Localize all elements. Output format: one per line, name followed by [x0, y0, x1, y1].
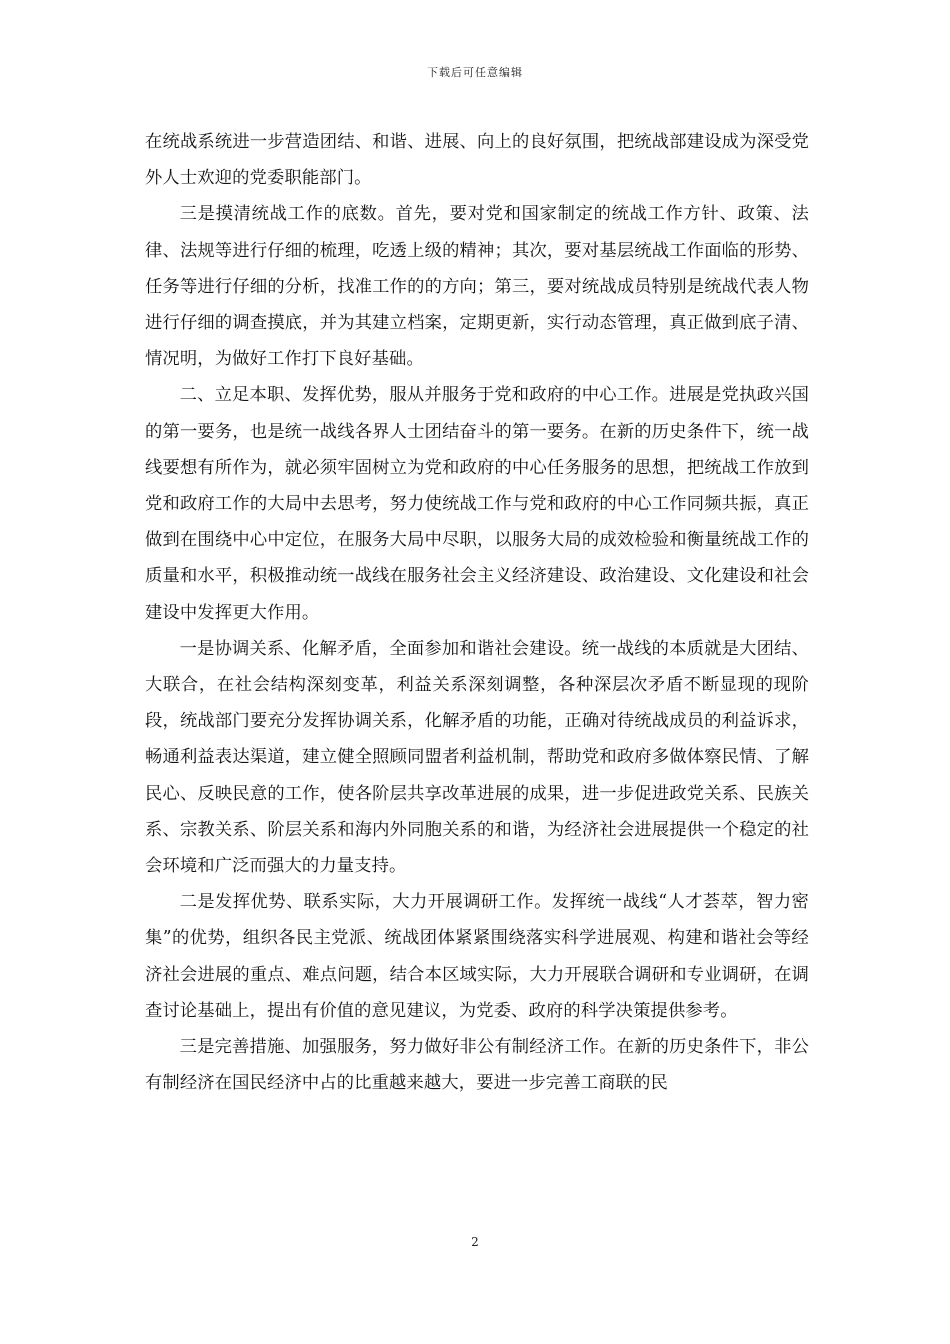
paragraph-non-public-economy: 三是完善措施、加强服务，努力做好非公有制经济工作。在新的历史条件下，非公有制经济在国民经济中占的比重越来越大，要进一步完善工商联的民 [145, 1037, 809, 1094]
paragraph-research-work: 二是发挥优势、联系实际，大力开展调研工作。发挥统一战线“人才荟萃，智力密集”的优势，组织各民主党派、统战团体紧紧围绕落实科学进展观、构建和谐社会等经济社会进展的重点、难点问题，结合本区域实际，大力开展联合调研和专业调研，在调查讨论基础上，提出有价值的意见建议，为党委、政府的科学决策提供参考。 [145, 892, 809, 1021]
page-number: 2 [471, 1235, 479, 1249]
paragraph-understand-united-front-basics: 三是摸清统战工作的底数。首先，要对党和国家制定的统战工作方针、政策、法律、法规等进行仔细的梳理，吃透上级的精神；其次，要对基层统战工作面临的形势、任务等进行仔细的分析，找准工作的的方向；第三，要对统战成员特别是统战代表人物进行仔细的调查摸底，并为其建立档案，定期更新，实行动态管理，真正做到底子清、情况明，为做好工作打下良好基础。 [145, 204, 809, 370]
paragraph-harmonious-society: 一是协调关系、化解矛盾，全面参加和谐社会建设。统一战线的本质就是大团结、大联合，在社会结构深刻变革，利益关系深刻调整，各种深层次矛盾不断显现的现阶段，统战部门要充分发挥协调关系，化解矛盾的功能，正确对待统战成员的利益诉求，畅通利益表达渠道，建立健全照顾同盟者利益机制，帮助党和政府多做体察民情、了解民心、反映民意的工作，使各阶层共享改革进展的成果，进一步促进政党关系、民族关系、宗教关系、阶层关系和海内外同胞关系的和谐，为经济社会进展提供一个稳定的社会环境和广泛而强大的力量支持。 [145, 638, 809, 877]
paragraph-serve-central-work: 二、立足本职、发挥优势，服从并服务于党和政府的中心工作。进展是党执政兴国的第一要务，也是统一战线各界人士团结奋斗的第一要务。在新的历史条件下，统一战线要想有所作为，就必须牢固树立为党和政府的中心任务服务的思想，把统战工作放到党和政府工作的大局中去思考，努力使统战工作与党和政府的中心工作同频共振，真正做到在围绕中心中定位，在服务大局中尽职，以服务大局的成效检验和衡量统战工作的质量和水平，积极推动统一战线在服务社会主义经济建设、政治建设、文化建设和社会建设中发挥更大作用。 [145, 385, 809, 623]
paragraph-continuation: 在统战系统进一步营造团结、和谐、进展、向上的良好氛围，把统战部建设成为深受党外人士欢迎的党委职能部门。 [145, 132, 809, 189]
body-text [145, 124, 809, 1101]
page-header: 下载后可任意编辑 [427, 66, 523, 79]
